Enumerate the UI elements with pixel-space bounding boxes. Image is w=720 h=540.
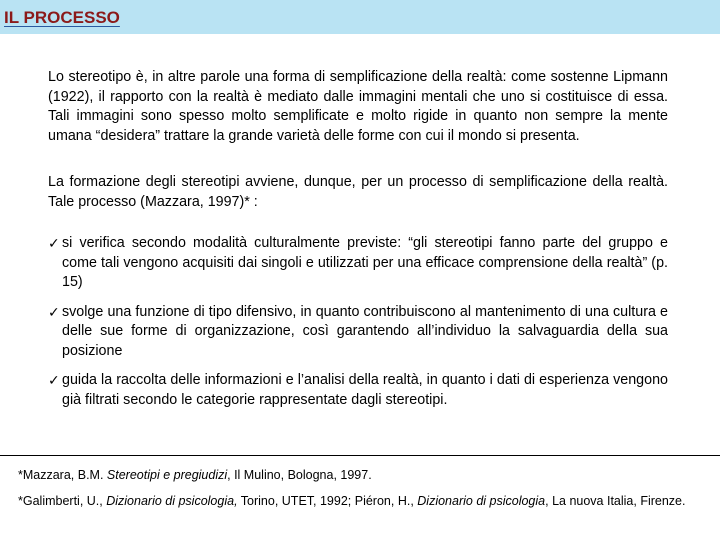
footnote-book-title: Dizionario di psicologia — [417, 494, 546, 508]
footnote-text: , Il Mulino, Bologna, 1997. — [227, 468, 372, 482]
footnote-text: *Galimberti, U., — [18, 494, 107, 508]
bullet-text: si verifica secondo modalità culturalmente previste: “gli stereotipi fanno parte del gruppo e come tali vengono acquisiti dai singoli e utilizzati per una efficace comprensione della realtà” (p. 15) — [62, 235, 668, 290]
paragraph-intro: Lo stereotipo è, in altre parole una forma di semplificazione della realtà: come sostenne Lipmann (1922), il rapporto con la realtà è mediato dalle immagini mentali che uno si costituisce di essa. Tali immagini sono spesso molto semplificate e molto rigide in quanto non sempre la mente umana “desidera” trattare la grande varietà delle forme con cui il mondo si presenta. — [48, 69, 668, 144]
footnote-book-title: Stereotipi e pregiudizi — [106, 468, 228, 482]
list-item — [48, 303, 668, 362]
list-item — [48, 371, 668, 410]
page-title: IL PROCESSO — [4, 8, 120, 27]
footnote-book-title: Dizionario di psicologia, — [106, 494, 238, 508]
footnote-divider — [0, 455, 720, 456]
list-item — [48, 234, 668, 293]
bullet-text: svolge una funzione di tipo difensivo, in quanto contribuiscono al mantenimento di una cultura e delle sue forme di organizzazione, così garantendo all’individuo la salvaguardia della sua posizione — [62, 303, 668, 359]
check-icon: ✓ — [48, 372, 60, 388]
footnote-text: , La nuova Italia, Firenze. — [545, 494, 686, 508]
check-icon: ✓ — [48, 235, 60, 251]
footnote-mazzara — [18, 466, 708, 484]
paragraph-process: La formazione degli stereotipi avviene, dunque, per un processo di semplificazione della realtà. Tale processo (Mazzara, 1997)* : — [48, 174, 668, 210]
footnote-galimberti — [18, 492, 708, 510]
footnote-text: Torino, UTET, 1992; Piéron, H., — [237, 494, 418, 508]
bullet-list — [48, 234, 668, 420]
title-bar — [0, 0, 720, 34]
footnote-text: *Mazzara, B.M. — [18, 468, 107, 482]
bullet-text: guida la raccolta delle informazioni e l’analisi della realtà, in quanto i dati di esperienza vengono già filtrati secondo le categorie rappresentate dagli stereotipi. — [62, 372, 668, 408]
check-icon: ✓ — [48, 303, 60, 320]
